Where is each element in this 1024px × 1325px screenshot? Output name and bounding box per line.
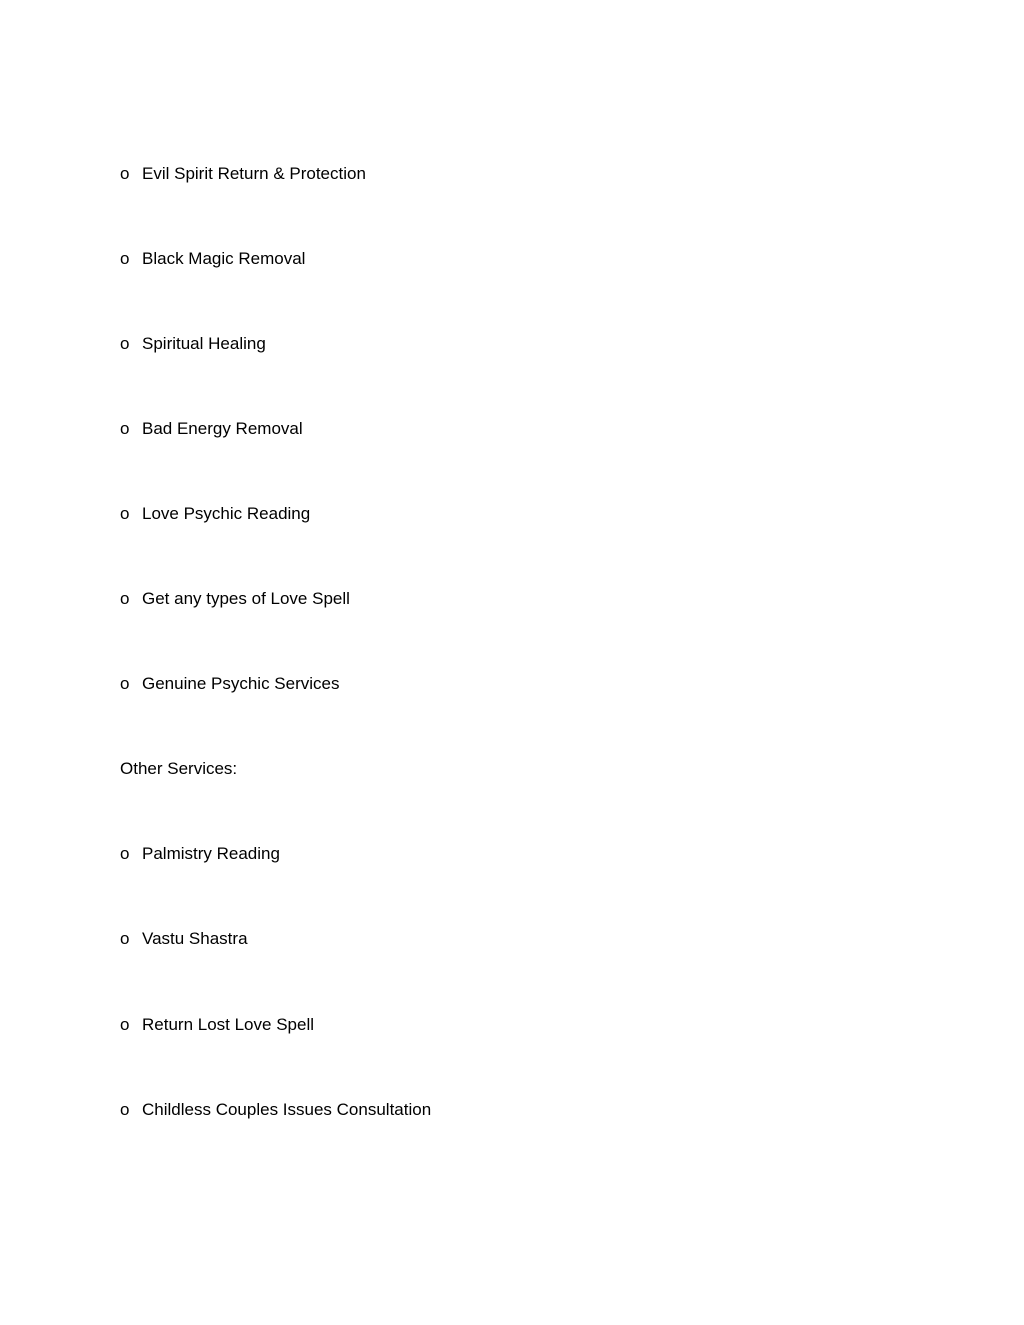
list-bullet: o <box>120 334 130 353</box>
list-item-text: Childless Couples Issues Consultation <box>142 1100 432 1119</box>
list-bullet: o <box>120 929 130 948</box>
list-item-text: Palmistry Reading <box>142 844 280 863</box>
list-item <box>120 672 339 696</box>
list-bullet: o <box>120 844 130 863</box>
list-item-text: Genuine Psychic Services <box>142 674 340 693</box>
list-item <box>120 417 303 441</box>
list-bullet: o <box>120 419 130 438</box>
list-bullet: o <box>120 674 130 693</box>
list-bullet: o <box>120 1015 130 1034</box>
list-item <box>120 842 280 866</box>
other-services-heading: Other Services: <box>120 759 238 778</box>
list-item-text: Spiritual Healing <box>142 334 266 353</box>
list-item-text: Bad Energy Removal <box>142 419 303 438</box>
list-item-text: Return Lost Love Spell <box>142 1015 314 1034</box>
list-item <box>120 502 310 526</box>
list-bullet: o <box>120 164 130 183</box>
list-bullet: o <box>120 1100 130 1119</box>
list-item-text: Get any types of Love Spell <box>142 589 350 608</box>
list-bullet: o <box>120 249 130 268</box>
list-item <box>120 1013 314 1037</box>
list-bullet: o <box>120 589 130 608</box>
list-item <box>120 247 305 271</box>
list-item-text: Evil Spirit Return & Protection <box>142 164 366 183</box>
list-bullet: o <box>120 504 130 523</box>
list-item <box>120 332 266 356</box>
list-item <box>120 927 248 951</box>
list-item-text: Love Psychic Reading <box>142 504 311 523</box>
list-item-text: Black Magic Removal <box>142 249 306 268</box>
list-item <box>120 162 366 186</box>
list-item-text: Vastu Shastra <box>142 929 248 948</box>
list-item <box>120 587 350 611</box>
list-item <box>120 1098 431 1122</box>
